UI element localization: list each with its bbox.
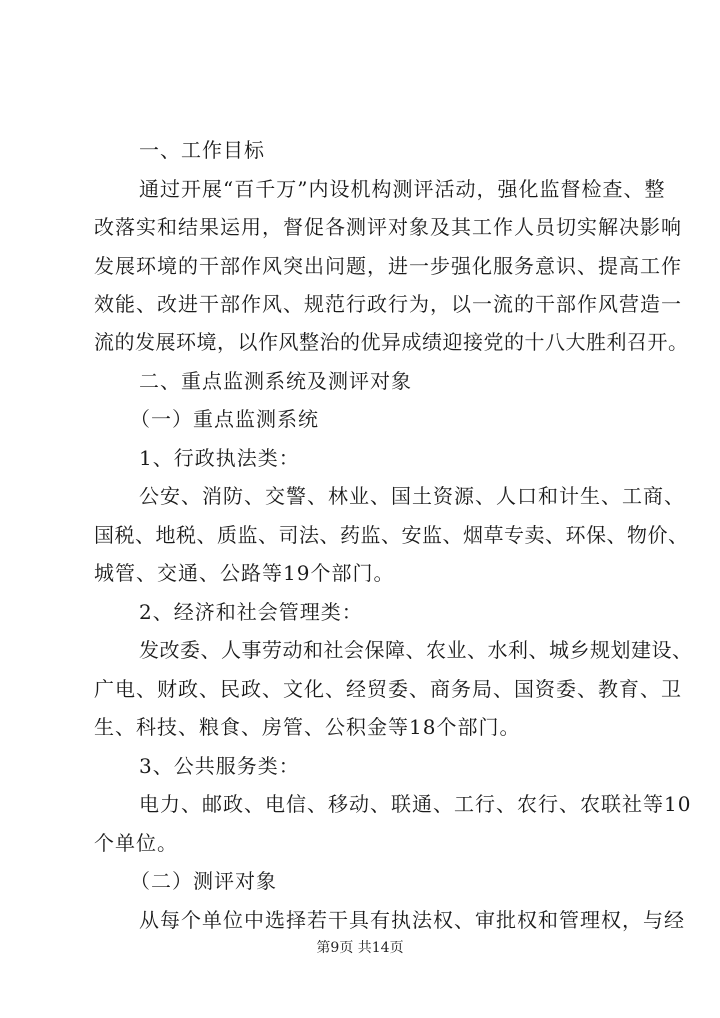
section-heading-key-systems: 二、重点监测系统及测评对象 xyxy=(139,369,412,393)
paragraph-line: 通过开展“百千万”内设机构测评活动，强化监督检查、整 xyxy=(139,177,666,201)
paragraph-line: 从每个单位中选择若干具有执法权、审批权和管理权，与经 xyxy=(139,908,685,932)
paragraph-line: 城管、交通、公路等19个部门。 xyxy=(94,561,395,585)
paragraph-line: 改落实和结果运用，督促各测评对象及其工作人员切实解决影响 xyxy=(94,215,682,239)
paragraph-line: 效能、改进干部作风、规范行政行为，以一流的干部作风营造一 xyxy=(94,292,682,316)
subsection-heading: （二）测评对象 xyxy=(130,869,277,893)
category-heading: 1、行政执法类： xyxy=(139,446,300,470)
category-heading: 2、经济和社会管理类： xyxy=(139,600,363,624)
category-heading: 3、公共服务类： xyxy=(139,754,300,778)
paragraph-line: 电力、邮政、电信、移动、联通、工行、农行、农联社等10 xyxy=(139,792,692,816)
paragraph-line: 国税、地税、质监、司法、药监、安监、烟草专卖、环保、物价、 xyxy=(94,523,689,547)
page-footer xyxy=(0,938,720,958)
subsection-heading: （一）重点监测系统 xyxy=(130,407,319,431)
paragraph-line: 发改委、人事劳动和社会保障、农业、水利、城乡规划建设、 xyxy=(139,638,693,662)
paragraph-line: 发展环境的干部作风突出问题，进一步强化服务意识、提高工作 xyxy=(94,254,682,278)
section-heading-work-goal: 一、工作目标 xyxy=(139,138,265,162)
page-number-info: 第9页 共14页 xyxy=(316,940,404,956)
paragraph-line: 个单位。 xyxy=(94,831,178,855)
paragraph-line: 生、科技、粮食、房管、公积金等18个部门。 xyxy=(94,715,521,739)
paragraph-line: 流的发展环境，以作风整治的优异成绩迎接党的十八大胜利召开。 xyxy=(94,330,689,354)
paragraph-line: 广电、财政、民政、文化、经贸委、商务局、国资委、教育、卫 xyxy=(94,677,682,701)
paragraph-line: 公安、消防、交警、林业、国土资源、人口和计生、工商、 xyxy=(139,484,685,508)
